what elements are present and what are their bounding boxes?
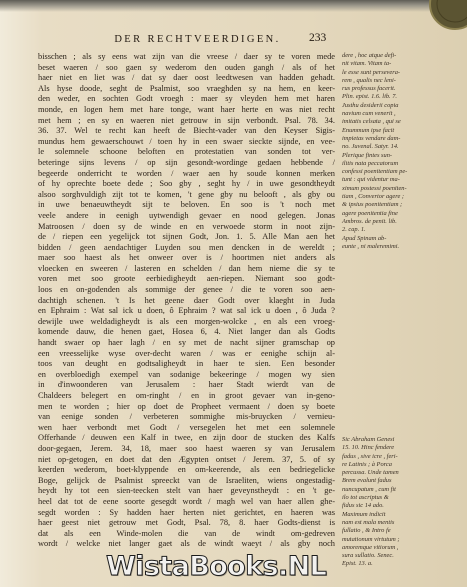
coin-object bbox=[425, 0, 467, 30]
margin-note-line: fadus , sive icre , feri- bbox=[342, 452, 398, 460]
scan-edge bbox=[0, 0, 467, 12]
text-line: in d'inwoonderen van Jerusalem : haer Stadt wierdt van de bbox=[38, 380, 335, 390]
text-line: Matroosen / doen sy de winde en en verwoede storm in noot zijn- bbox=[38, 221, 335, 231]
text-line: haer geest niet getrouw met Godt, Psal. 78, 8. haer Godts-dienst is bbox=[38, 518, 335, 528]
text-line: heydt hy tot een sien-teecken stelt van haer geveynstheydt : en 't ge- bbox=[38, 486, 335, 496]
margin-note-line: nuncupatum , cum fit bbox=[342, 485, 396, 493]
text-line: dewijle uwe weldadigheydt is als een morgen-wolcke , en als een vroeg- bbox=[38, 316, 335, 326]
margin-note-line: mutationum virtutum ; bbox=[342, 535, 400, 543]
text-line: segdt worden : Sy hadden haer herten niet gerichtet, en haeren was bbox=[38, 507, 335, 517]
text-line: niet op-getogen, en doet dat den Ægypten ontset / Jerem. 37, 5. of sy bbox=[38, 454, 335, 464]
text-line: Chaldeers belegert en om-ringht / en in groot gevaer van in-geno- bbox=[38, 391, 335, 400]
text-line: wordt / welcke niet langer gaet als de windt waeyt / als gby noch bbox=[38, 539, 335, 549]
text-line: Als hyse doode, seght de Psalmist, soo vraeghden sy na hem, en keer- bbox=[38, 83, 335, 93]
margin-note-line: amoremque vitiorum , bbox=[342, 543, 399, 551]
text-line: men te worden ; hier op doet de Propheet vermaent / doen sy boete bbox=[38, 401, 335, 411]
margin-note-line: eunte , ni maleremimi. bbox=[342, 242, 400, 250]
margin-note-line: tiam , Convertor agere ; bbox=[342, 193, 405, 201]
margin-note-line: nam est mala mentis bbox=[342, 518, 395, 526]
margin-notes-top bbox=[342, 52, 446, 251]
margin-note-line: Plerique fintes sun- bbox=[342, 151, 393, 159]
text-line: begeerde onderricht te worden / waer aen hy soude konnen merken bbox=[38, 168, 335, 178]
text-line: loos en on-godenden als sommige der genee / die te voren soo aen- bbox=[38, 285, 335, 295]
margin-note-line: fidus sic 14 ado. bbox=[342, 502, 384, 510]
text-line: den weder, en sochten Godt vroegh : maer sy vleyden hem met haren bbox=[38, 94, 335, 104]
text-line: heel dat tot de eene soorte gesegdt wordt / magh wel van haer allen ghe- bbox=[38, 496, 335, 506]
margin-note-line: confessi poenitentiam pe- bbox=[342, 168, 408, 176]
margin-note-line: 2. cap. 1. bbox=[342, 226, 366, 234]
margin-note-line: re Latinis ; à Porca bbox=[342, 460, 392, 468]
text-line: van eenige sonden / verbeteren sommighe mis-bruycken / vernieu- bbox=[38, 412, 335, 422]
text-line: dat als een Winde-molen die van de windt om-gedreven bbox=[38, 528, 335, 538]
text-line: voren met soo groote eerbiedigheydt aen-riepen. Niemant soo godt- bbox=[38, 274, 335, 284]
text-line: in uwe benaeuwtheydt sijt te beloven. En soo is 't noch met bbox=[38, 200, 335, 210]
watermark: WistaBooks.NL bbox=[106, 551, 327, 582]
text-line: mundus hem gewaerschouwt / toen hy in een swaer sieckte sijnde, en vee- bbox=[38, 136, 335, 146]
margin-note-line: rus professus facerit. bbox=[342, 85, 396, 93]
margin-note-line: Brem evalunt fadus bbox=[342, 477, 392, 485]
margin-note-line: percussa. Unde tamen bbox=[342, 469, 399, 477]
text-line: beset waeren / soo gaen sy wederom den ouden gangh / als of het bbox=[38, 62, 335, 72]
margin-note-line: Justhu desiderii copia bbox=[342, 101, 399, 109]
text-line: maer soo haest als het onweer over is / hoortmen niet anders als bbox=[38, 253, 335, 263]
text-line: haer niet en liet was / dat sy daer oost leedtwesen van hadden gehadt. bbox=[38, 73, 335, 83]
text-line: en Ephraim : Wat sal ick u doen, ô Ephraim ? wat sal ick u doen , ô Juda ? bbox=[38, 306, 335, 316]
text-line: alsoo sorghvuldigh zijt tot te komen, 't gene gby nu belooft , als gby ou bbox=[38, 189, 335, 199]
margin-note-line: sura sullatio. Senec. bbox=[342, 552, 394, 560]
margin-note-line: navium cum venerit , bbox=[342, 110, 396, 118]
text-line: met hem ; en sy en waeren niet getrouw in sijn verbondt. Psal. 78. 34. bbox=[38, 115, 335, 125]
text-line: en overbloedigh exempel van sodanige bekeeringe / mogen wy sien bbox=[38, 369, 335, 379]
text-line: monde, en logen hem met hare tonge, want haer herte en was niet recht bbox=[38, 104, 335, 114]
margin-notes-bottom bbox=[342, 436, 446, 569]
text-line: le solemnele schoone beloften en protestatien van sonden tot ver- bbox=[38, 147, 335, 157]
text-line: beteringe sijns levens / op sijn gesondt-wordinge gedaen hebbende / bbox=[38, 157, 335, 167]
margin-note-line: ximum postessi poeniten- bbox=[342, 184, 407, 192]
text-line: veele andere in eenigh uytwendigh gevaer en nood gelegen. Jonas bbox=[38, 210, 335, 220]
margin-note-line: Sic Abraham Genesi bbox=[342, 436, 395, 443]
text-line: bisschen ; als sy eens wat zijn van die vreese / daer sy te voren mede bbox=[38, 52, 335, 61]
text-line: komende dauw, die henen gaet, Hosea 6, 4. Niet langer dan als Godts bbox=[38, 327, 335, 337]
text-line: bidden / geen aendachtiger Luyden sou men dencken in de wereldt ; bbox=[38, 242, 335, 252]
margin-note-line: dere , hoc atque defi- bbox=[342, 52, 397, 59]
text-line: handt swaer op haer lagh / en sy met de nacht sijner gramschap op bbox=[38, 338, 335, 348]
text-line: een vreesselijke wyse over-decht waren / was er eenighe schijn al- bbox=[38, 348, 335, 358]
text-line: wen haer verbondt met Godt / versegelen het met een solemnele bbox=[38, 422, 335, 432]
text-line: 36. 37. Wel te recht kan heeft de Biecht-vader van den Keyser Sigis- bbox=[38, 126, 335, 136]
margin-note-line: 15. 10. Hinc fendere bbox=[342, 444, 395, 452]
margin-note-line: Apud Spinam ab- bbox=[342, 234, 387, 242]
text-line: Boge, gelijck de Psalmist spreeckt van de Israeliten, wiens ongestadig- bbox=[38, 475, 335, 485]
text-line: keerden wederom, boet-klyppende en om-keerende, als een bedriegelicke bbox=[38, 465, 335, 475]
margin-note-line: ilitis nata peccatorum bbox=[342, 159, 399, 167]
margin-note-line: fullatio , & Intro fe bbox=[342, 527, 391, 535]
margin-note-line: & ipsius poenitentiam ; bbox=[342, 201, 403, 209]
text-line: toos van deught en godtsaligheydt in haer te sien. Een besonder bbox=[38, 359, 335, 369]
main-text-column bbox=[38, 52, 335, 550]
page-number: 233 bbox=[309, 32, 327, 44]
text-line: de / riepen een yegelijck tot sijnen Godt, Jon. 1. 5. Alle Man aen het bbox=[38, 232, 335, 242]
margin-note-line: Enummum ipse facit bbox=[342, 126, 395, 134]
margin-note-line: nit vitam. Vitam ta- bbox=[342, 60, 392, 68]
margin-note-line: Plin. epist. 1.6. lib. 7. bbox=[342, 93, 398, 101]
margin-note-line: Epist. 13. a. bbox=[342, 560, 373, 568]
margin-note-line: le esse sunt persevera- bbox=[342, 68, 401, 76]
margin-note-line: agere poenitentia fine bbox=[342, 209, 398, 217]
margin-note-line: Ambros. de penit. lib. bbox=[342, 217, 397, 225]
text-line: dachtigh schenen. 't Is het geene daer Godt over klaeght in Juda bbox=[38, 295, 335, 305]
margin-note-line: imitatis celsata , qui se bbox=[342, 118, 401, 126]
text-line: door-gegaen, Jerem. 34, 18, maer soo haest waeren sy van Jerusalem bbox=[38, 443, 335, 453]
margin-note-line: no. Juvenal. Satyr. 14. bbox=[342, 143, 399, 151]
margin-note-line: rem , qualis nec leni- bbox=[342, 76, 396, 84]
margin-note-line: tunt : qui videntur ma- bbox=[342, 176, 400, 184]
text-line: of hy oprechte boete dede ; Soo gby , seght hy / in uwe gesondtheydt bbox=[38, 179, 335, 189]
margin-note-line: ilo tot ascriptus & bbox=[342, 494, 389, 502]
text-line: vloecken en sweeren / lasteren en schelden / dan hem nieme die sy te bbox=[38, 263, 335, 273]
margin-note-line: impietas vendare dam- bbox=[342, 134, 401, 142]
running-title: DER RECHTVEERDIGEN. bbox=[114, 34, 281, 45]
text-line: Offerhande / deuwen een Kalf in twee, en zijn door de stucken des Kalfs bbox=[38, 433, 335, 443]
margin-note-line: Maximum indicit bbox=[342, 510, 386, 518]
